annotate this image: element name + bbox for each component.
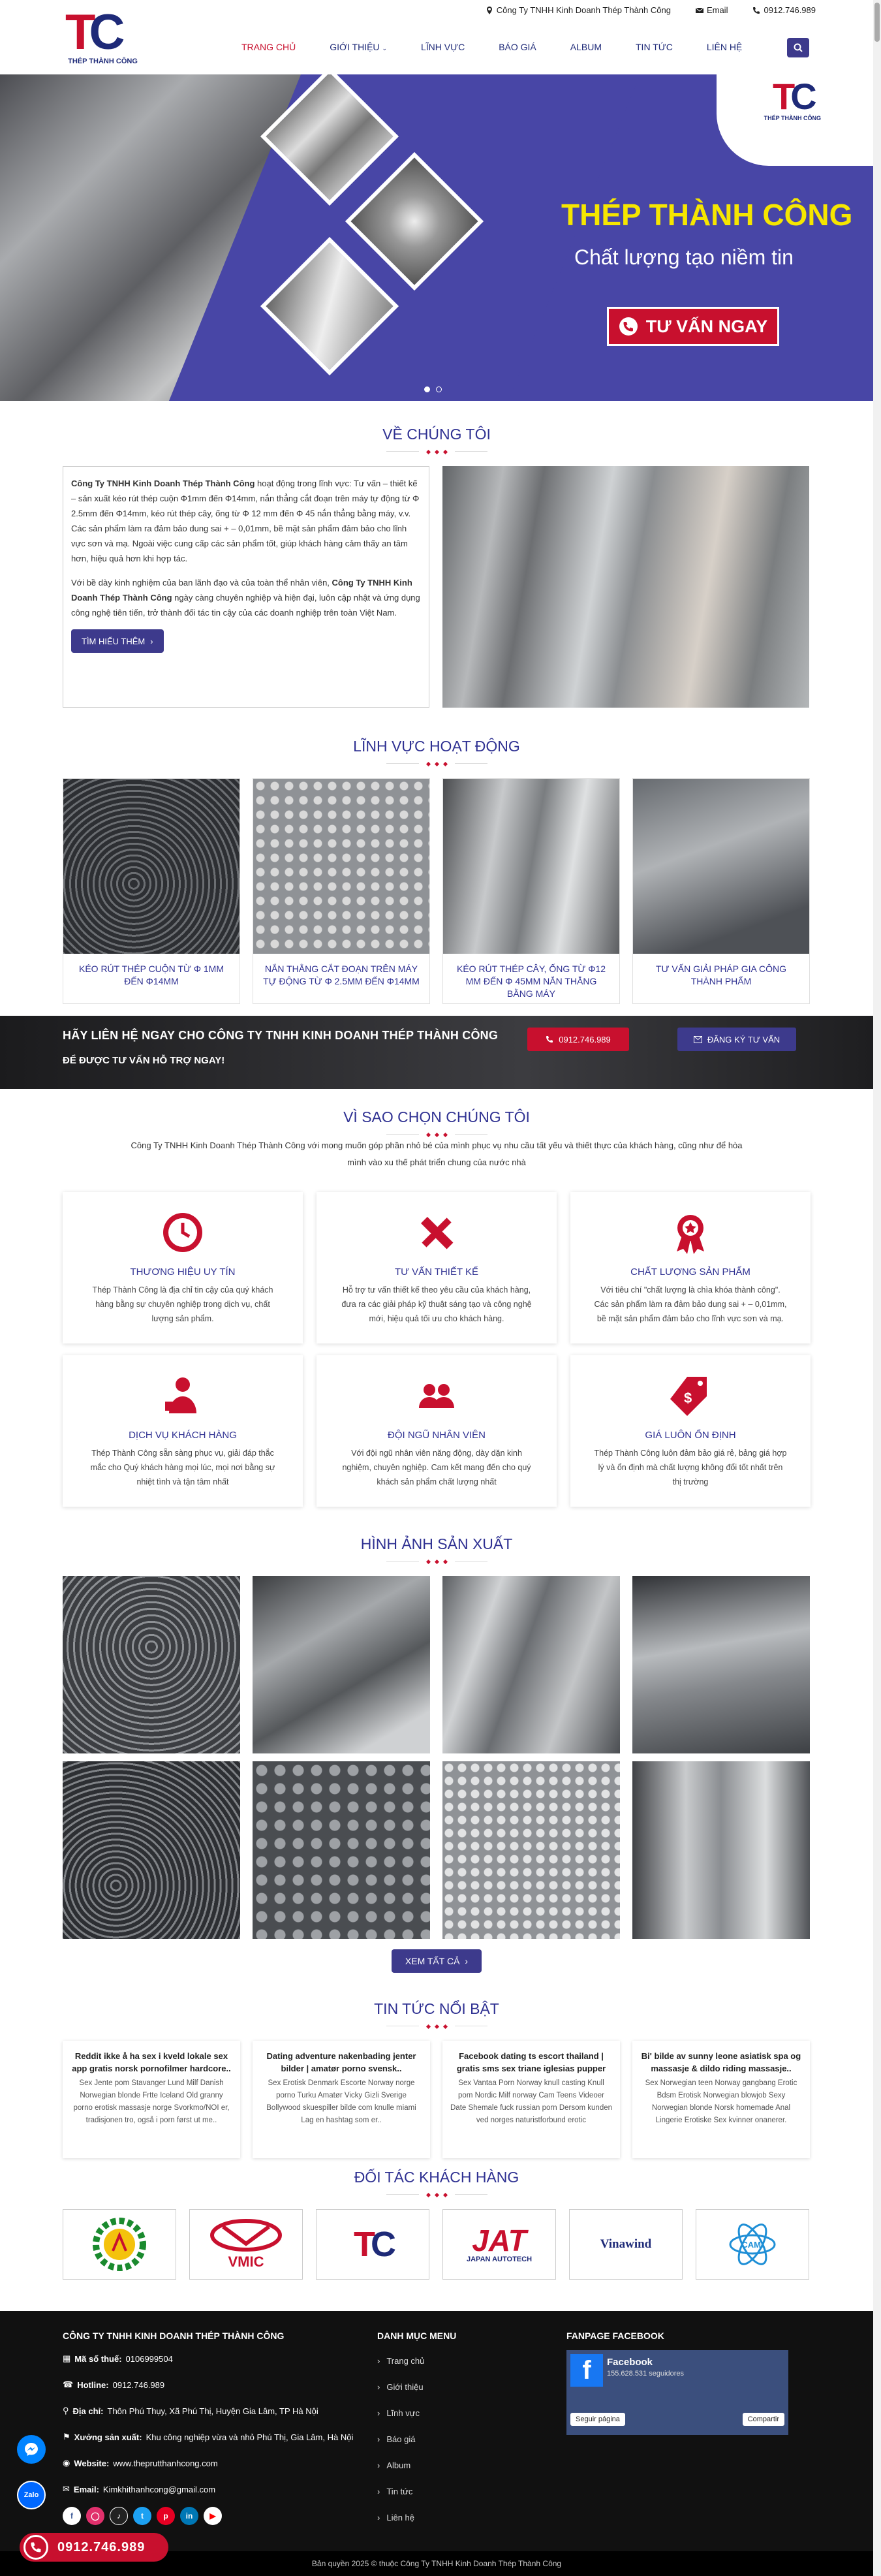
customer-service-icon bbox=[86, 1368, 279, 1423]
jat-sub-text: JAPAN AUTOTECH bbox=[466, 2255, 533, 2263]
footer-website bbox=[63, 2455, 376, 2472]
zalo-label: Zalo bbox=[23, 2491, 39, 2499]
why-card-text: Với tiêu chí "chất lượng là chìa khóa thành công". Các sản phẩm làm ra đảm bảo dung sai + – 0,01mm, bề mặt sản phẩm đảm bảo cho lĩnh vực sơn và mạ. bbox=[594, 1285, 787, 1323]
scrollbar-thumb[interactable] bbox=[874, 3, 880, 42]
footer-menu bbox=[377, 2331, 456, 2530]
floating-hotline-number: 0912.746.989 bbox=[57, 2539, 146, 2554]
facebook-icon[interactable]: f bbox=[63, 2507, 81, 2525]
top-company-text: Công Ty TNHH Kinh Doanh Thép Thành Công bbox=[496, 5, 671, 15]
field-card[interactable] bbox=[253, 778, 430, 1004]
footer-menu-label: Liên hệ bbox=[386, 2512, 414, 2522]
cami-emblem-icon bbox=[726, 2218, 779, 2270]
news-card[interactable] bbox=[253, 2041, 430, 2158]
footer-menu-label: Lĩnh vực bbox=[386, 2408, 420, 2418]
about-paragraph-2 bbox=[71, 575, 421, 620]
logo-letter-t: T bbox=[65, 5, 89, 60]
fields-title: LĨNH VỰC HOẠT ĐỘNG bbox=[353, 738, 520, 755]
view-all-label: XEM TẤT CẢ bbox=[405, 1956, 460, 1966]
news-card-excerpt: Sex Norwegian teen Norway gangbang Erotic Bdsm Erotisk Norwegian blowjob Sexy Norwegian blonde Norsk homemade Anal Lingerie Erotiske Sex kvinner onanerer. bbox=[645, 2079, 797, 2124]
about-p2-text-b: ngày càng chuyên nghiệp và hiện đại, luôn cập nhật và ứng dụng công nghệ tiên tiến, trở thành đối tác tin cậy của các doanh nghiệp trên toàn Việt Nam. bbox=[71, 593, 420, 618]
slider-dot-active[interactable] bbox=[424, 386, 430, 392]
phone-icon: ☎ bbox=[63, 2380, 74, 2389]
field-image-wire-coil bbox=[63, 779, 240, 954]
envelope-icon bbox=[696, 7, 703, 14]
why-card-title: TƯ VẤN THIẾT KẾ bbox=[394, 1266, 479, 1278]
news-card-title[interactable]: Bi' bilde av sunny leone asiatisk spa og massasje & dildo riding massasje.. bbox=[641, 2051, 801, 2073]
footer-menu-label: Tin tức bbox=[386, 2486, 413, 2496]
chevron-right-icon: › bbox=[377, 2460, 380, 2470]
why-card-title: CHẤT LƯỢNG SẢN PHẨM bbox=[630, 1266, 750, 1278]
footer-menu-label: Báo giá bbox=[386, 2434, 416, 2444]
nav-pricing[interactable]: BÁO GIÁ bbox=[499, 42, 536, 52]
messenger-icon bbox=[23, 2442, 39, 2457]
footer-fanpage bbox=[566, 2331, 788, 2435]
chevron-right-icon: › bbox=[377, 2408, 380, 2418]
jat-logo bbox=[467, 2225, 532, 2263]
footer-menu-label: Trang chủ bbox=[386, 2355, 425, 2366]
top-email-label[interactable]: Email bbox=[706, 5, 728, 15]
footer-tax-value: 0106999504 bbox=[125, 2353, 173, 2364]
footer bbox=[0, 2311, 873, 2551]
hero-consult-button[interactable] bbox=[607, 307, 779, 346]
footer-menu-title: DANH MỤC MENU bbox=[377, 2331, 457, 2341]
footer-menu-item[interactable] bbox=[377, 2374, 456, 2400]
title-divider bbox=[0, 2188, 873, 2199]
news-card-excerpt: Sex Vantaa Porn Norway knull casting Knull pom Nordic Milf norway Cam Teens Videoer Date Shemale fuck russian porn Dersom kunden ved norges naturistforbund erotic bbox=[450, 2079, 612, 2124]
hero-logo bbox=[764, 78, 821, 121]
price-tag-icon bbox=[594, 1368, 787, 1423]
footer-menu-item[interactable] bbox=[377, 2452, 456, 2478]
gallery-image[interactable] bbox=[253, 1761, 430, 1939]
fb-follow-button[interactable]: Seguir página bbox=[570, 2413, 625, 2426]
hero-slider bbox=[0, 74, 873, 401]
top-info bbox=[486, 5, 816, 15]
gallery-image[interactable] bbox=[253, 1576, 430, 1753]
floating-hotline-button[interactable] bbox=[20, 2533, 168, 2562]
gallery-title: HÌNH ẢNH SẢN XUẤT bbox=[360, 1535, 513, 1552]
team-users-icon bbox=[340, 1368, 533, 1423]
footer-menu-item[interactable] bbox=[377, 2478, 456, 2504]
youtube-icon[interactable]: ▶ bbox=[204, 2507, 222, 2525]
globe-icon: ◉ bbox=[63, 2458, 70, 2468]
footer-hotline-label: Hotline: bbox=[77, 2380, 109, 2390]
news-card[interactable] bbox=[632, 2041, 810, 2158]
learn-more-label: TÌM HIỂU THÊM bbox=[82, 636, 146, 646]
about-company-bold: Công Ty TNHH Kinh Doanh Thép Thành Công bbox=[71, 479, 255, 488]
cta-register-button[interactable] bbox=[677, 1028, 796, 1051]
news-card[interactable] bbox=[63, 2041, 240, 2158]
id-card-icon: ▦ bbox=[63, 2353, 71, 2363]
footer-address-label: Địa chỉ: bbox=[72, 2406, 104, 2416]
vmic-emblem-icon bbox=[210, 2219, 282, 2252]
news-card-title[interactable]: Facebook dating ts escort thailand | gratis sms sex triane iglesias pupper bbox=[456, 2051, 606, 2073]
main-nav bbox=[241, 42, 776, 52]
pinterest-icon[interactable]: p bbox=[157, 2507, 175, 2525]
gallery-image[interactable] bbox=[442, 1576, 620, 1753]
facebook-page-widget[interactable] bbox=[566, 2350, 788, 2435]
field-image-steel-rods bbox=[443, 779, 619, 954]
gallery-image[interactable] bbox=[63, 1761, 240, 1939]
why-card-title: ĐỘI NGŨ NHÂN VIÊN bbox=[387, 1430, 486, 1441]
partner-tc-letter-c: C bbox=[371, 2225, 392, 2264]
cta-register-label: ĐĂNG KÝ TƯ VẤN bbox=[707, 1034, 781, 1045]
footer-tax-label: Mã số thuế: bbox=[74, 2353, 122, 2364]
svg-text:$: $ bbox=[684, 1390, 692, 1406]
twitter-icon[interactable]: t bbox=[133, 2507, 151, 2525]
copyright: Bản quyền 2025 © thuộc Công Ty TNHH Kinh Doanh Thép Thành Công bbox=[0, 2551, 873, 2576]
news-title: TIN TỨC NỔI BẬT bbox=[374, 2000, 499, 2017]
field-caption: TƯ VẤN GIẢI PHÁP GIA CÔNG THÀNH PHẨM bbox=[656, 964, 786, 986]
hero-consult-label: TƯ VẤN NGAY bbox=[645, 316, 768, 336]
why-card bbox=[317, 1355, 557, 1507]
why-card-title: DỊCH VỤ KHÁCH HÀNG bbox=[129, 1430, 237, 1441]
location-pin-icon: ⚲ bbox=[63, 2406, 69, 2415]
phone-icon bbox=[619, 317, 638, 336]
logo-subtitle: THÉP THÀNH CÔNG bbox=[68, 57, 138, 65]
fb-share-button[interactable]: Compartir bbox=[743, 2413, 784, 2426]
zalo-button[interactable] bbox=[17, 2481, 46, 2509]
footer-tax bbox=[63, 2350, 376, 2367]
chevron-right-icon: › bbox=[377, 2434, 380, 2444]
nav-fields[interactable]: LĨNH VỰC bbox=[420, 42, 465, 52]
gallery-image[interactable] bbox=[63, 1576, 240, 1753]
linkedin-icon[interactable]: in bbox=[180, 2507, 198, 2525]
partner-logo-vinawind[interactable] bbox=[569, 2209, 683, 2280]
nav-home[interactable]: TRANG CHỦ bbox=[241, 42, 296, 52]
partner-tc-letter-t: T bbox=[354, 2225, 371, 2264]
field-caption: KÉO RÚT THÉP CÂY, ỐNG TỪ Φ12 MM ĐẾN Φ 45MM NẮN THẲNG BẰNG MÁY bbox=[456, 964, 606, 999]
title-divider bbox=[0, 1555, 873, 1565]
why-card-text: Thép Thành Công luôn đảm bảo giá rẻ, bảng giá hợp lý và ổn định mà chất lượng không đổi tốt nhất trên thị trường bbox=[594, 1449, 787, 1486]
field-caption: NẮN THẲNG CẮT ĐOẠN TRÊN MÁY TỰ ĐỘNG TỪ Φ 2.5MM ĐẾN Φ14MM bbox=[263, 964, 420, 986]
about-paragraph-1 bbox=[71, 476, 421, 566]
chevron-right-icon: › bbox=[377, 2512, 380, 2522]
slider-dots bbox=[424, 386, 442, 392]
news-card-excerpt: Sex Jente pom Stavanger Lund Milf Danish Norwegian blonde Frtte Iceland Old granny porno erotisk massasje norge Svorkmo/NOI er, tradisjonen tro, også i porn først ut me.. bbox=[73, 2079, 230, 2124]
messenger-button[interactable] bbox=[17, 2435, 46, 2464]
envelope-icon: ✉ bbox=[63, 2484, 70, 2494]
nav-about[interactable] bbox=[330, 42, 387, 52]
partner-logo-cami[interactable] bbox=[696, 2209, 809, 2280]
cta-phone-button[interactable] bbox=[527, 1028, 629, 1051]
why-card bbox=[63, 1355, 303, 1507]
footer-menu-item[interactable] bbox=[377, 2504, 456, 2530]
field-caption: KÉO RÚT THÉP CUỘN TỪ Φ 1MM ĐẾN Φ14MM bbox=[78, 964, 224, 986]
award-ribbon-icon bbox=[594, 1205, 787, 1260]
top-company bbox=[486, 5, 671, 15]
chevron-right-icon: › bbox=[377, 2355, 380, 2366]
vinawind-text: Vinawind bbox=[600, 2237, 652, 2251]
search-button[interactable] bbox=[787, 38, 809, 57]
partner-logo-gear[interactable] bbox=[63, 2209, 176, 2280]
envelope-icon bbox=[694, 1036, 702, 1043]
news-card-title[interactable]: Dating adventure nakenbading jenter bilder | amatør porno svensk.. bbox=[266, 2051, 416, 2073]
slider-dot[interactable] bbox=[436, 386, 442, 392]
about-company-bold-2: Công Ty TNHH Kinh Doanh Thép Thành Công bbox=[71, 578, 412, 603]
contact-banner bbox=[0, 1016, 873, 1089]
hero-logo-letter-t: T bbox=[772, 76, 791, 117]
footer-email bbox=[63, 2481, 376, 2498]
footer-website-value[interactable]: www.theprutthanhcong.com bbox=[113, 2458, 218, 2468]
hero-title: THÉP THÀNH CÔNG bbox=[561, 198, 853, 232]
footer-workshop bbox=[63, 2428, 376, 2445]
footer-menu-item[interactable] bbox=[377, 2400, 456, 2426]
news-card-title[interactable]: Reddit ikke å ha sex i kveld lokale sex app gratis norsk pornofilmer hardcore.. bbox=[72, 2051, 231, 2073]
about-image-steel-bars bbox=[442, 466, 809, 708]
news-card[interactable] bbox=[442, 2041, 620, 2158]
chevron-right-icon: › bbox=[377, 2381, 380, 2392]
gear-logo-icon bbox=[84, 2215, 155, 2274]
phone-icon bbox=[23, 2535, 48, 2560]
hero-logo-letter-c: C bbox=[790, 76, 812, 117]
partner-logo-tc[interactable] bbox=[316, 2209, 429, 2280]
field-image-wire-machine bbox=[633, 779, 809, 954]
jat-text: JAT bbox=[472, 2223, 527, 2257]
social-icons bbox=[63, 2507, 376, 2525]
footer-address-value: Thôn Phú Thụy, Xã Phú Thị, Huyện Gia Lâm, TP Hà Nội bbox=[107, 2406, 318, 2416]
nav-about-label: GIỚI THIỆU bbox=[330, 42, 380, 52]
fb-page-name[interactable]: Facebook bbox=[607, 2357, 653, 2368]
hero-logo-subtitle: THÉP THÀNH CÔNG bbox=[764, 115, 821, 121]
tc-emblem bbox=[354, 2227, 392, 2262]
footer-company-title: CÔNG TY TNHH KINH DOANH THÉP THÀNH CÔNG bbox=[63, 2331, 285, 2341]
cta-phone-label: 0912.746.989 bbox=[559, 1034, 611, 1045]
footer-address bbox=[63, 2402, 376, 2419]
phone-icon bbox=[546, 1035, 553, 1043]
footer-company-info bbox=[63, 2331, 376, 2525]
cami-text: CAMI bbox=[741, 2240, 764, 2250]
search-icon bbox=[794, 43, 803, 52]
why-card bbox=[570, 1355, 811, 1507]
why-intro: Công Ty TNHH Kinh Doanh Thép Thành Công với mong muốn góp phần nhỏ bé của mình phục vụ nhu cầu tất yếu và thiết thực của khách hàng, cũng như để hòa mình vào xu thế phát triển chung của nước nhà bbox=[131, 1140, 743, 1167]
top-phone-text[interactable]: 0912.746.989 bbox=[764, 5, 816, 15]
top-email[interactable] bbox=[696, 5, 728, 15]
footer-hotline bbox=[63, 2376, 376, 2393]
view-all-button[interactable] bbox=[392, 1949, 482, 1973]
about-text-box bbox=[63, 466, 429, 708]
partners-title: ĐỐI TÁC KHÁCH HÀNG bbox=[354, 2169, 519, 2186]
vmic-text: VMIC bbox=[228, 2253, 264, 2270]
chevron-right-icon: › bbox=[150, 636, 153, 646]
why-card-text: Hỗ trợ tư vấn thiết kế theo yêu cầu của khách hàng, đưa ra các giải pháp kỹ thuật sáng tạo và công nghệ mới, hiệu quả tối ưu cho khách hàng. bbox=[341, 1285, 532, 1323]
gallery-image[interactable] bbox=[632, 1761, 810, 1939]
why-title: VÌ SAO CHỌN CHÚNG TÔI bbox=[343, 1108, 530, 1125]
clock-icon bbox=[86, 1205, 279, 1260]
title-divider bbox=[0, 2020, 873, 2030]
footer-fanpage-title: FANPAGE FACEBOOK bbox=[566, 2331, 664, 2341]
location-pin-icon bbox=[486, 7, 493, 14]
top-phone[interactable] bbox=[752, 5, 816, 15]
why-card bbox=[570, 1192, 811, 1343]
nav-album[interactable]: ALBUM bbox=[570, 42, 602, 52]
phone-icon bbox=[752, 7, 760, 14]
why-card-text: Với đội ngũ nhân viên năng động, dày dặn kinh nghiệm, chuyên nghiệp. Cam kết mang đến cho quý khách sản phẩm chất lượng nhất bbox=[342, 1449, 531, 1486]
why-card-title: GIÁ LUÔN ỔN ĐỊNH bbox=[645, 1430, 736, 1441]
footer-email-label: Email: bbox=[73, 2484, 99, 2494]
cta-line-2: ĐỂ ĐƯỢC TƯ VẤN HỖ TRỢ NGAY! bbox=[63, 1055, 225, 1066]
field-card[interactable] bbox=[632, 778, 810, 1004]
instagram-icon[interactable]: ◯ bbox=[86, 2507, 104, 2525]
footer-menu-item[interactable] bbox=[377, 2426, 456, 2452]
footer-email-value[interactable]: Kimkhithanhcong@gmail.com bbox=[102, 2484, 216, 2494]
hero-subtitle: Chất lượng tạo niềm tin bbox=[574, 245, 794, 269]
footer-workshop-value: Khu công nghiệp vừa và nhỏ Phú Thị, Gia Lâm, Hà Nội bbox=[146, 2432, 354, 2442]
facebook-icon: f bbox=[570, 2354, 603, 2387]
why-card-title: THƯƠNG HIỆU UY TÍN bbox=[130, 1266, 236, 1278]
ruler-pencil-icon bbox=[340, 1205, 533, 1260]
chevron-right-icon: › bbox=[377, 2486, 380, 2496]
footer-menu-label: Giới thiệu bbox=[386, 2381, 424, 2392]
footer-website-label: Website: bbox=[74, 2458, 110, 2468]
footer-menu-item[interactable] bbox=[377, 2348, 456, 2374]
about-title: VỀ CHÚNG TÔI bbox=[382, 426, 491, 443]
title-divider bbox=[0, 757, 873, 768]
vmic-logo bbox=[210, 2219, 282, 2270]
site-logo[interactable] bbox=[65, 5, 140, 70]
footer-workshop-label: Xưởng sản xuất: bbox=[74, 2432, 142, 2442]
factory-icon: ⚑ bbox=[63, 2432, 70, 2442]
nav-contact[interactable]: LIÊN HỆ bbox=[706, 42, 743, 52]
about-p1-text: hoạt động trong lĩnh vực: Tư vấn – thiết kế – sản xuất kéo rút thép cuộn Φ1mm đến Φ14mm, nắn thẳng cắt đoạn trên máy tự động từ Φ 2.5mm đến Φ14mm, kéo rút thép cây, ống từ Φ 12 mm đến Φ 45 nắn thẳng bằng máy, v.v. Các sản phẩm làm ra đảm bảo dung sai + – 0,01mm, bề mặt sản phẩm đảm bảo cho lĩnh vực sơn và mạ. Ngoài việc cung cấp các sản phẩm tốt, giúp khách hàng cảm thấy an tâm hơn, hiệu quả hơn khi hợp tác. bbox=[71, 479, 420, 563]
footer-menu-label: Album bbox=[386, 2460, 411, 2470]
learn-more-button[interactable] bbox=[71, 629, 164, 653]
logo-letter-c: C bbox=[89, 5, 119, 60]
chevron-down-icon: ⌄ bbox=[382, 45, 387, 52]
cta-line-1: HÃY LIÊN HỆ NGAY CHO CÔNG TY TNHH KINH DOANH THÉP THÀNH CÔNG bbox=[63, 1029, 499, 1042]
title-divider bbox=[0, 445, 873, 456]
partner-logo-jat[interactable] bbox=[442, 2209, 556, 2280]
partner-logo-vmic[interactable] bbox=[189, 2209, 303, 2280]
why-card-text: Thép Thành Công sẵn sàng phục vụ, giải đáp thắc mắc cho Quý khách hàng mọi lúc, mọi nơi bằng sự nhiệt tình và tận tâm nhất bbox=[90, 1449, 275, 1486]
why-card-text: Thép Thành Công là địa chỉ tin cậy của quý khách hàng bằng sự chuyên nghiệp trong dịch vụ, chất lượng sản phẩm. bbox=[92, 1285, 273, 1323]
gallery-image[interactable] bbox=[632, 1576, 810, 1753]
nav-news[interactable]: TIN TỨC bbox=[636, 42, 673, 52]
fb-followers: 155.628.531 seguidores bbox=[607, 2370, 685, 2378]
gallery-image[interactable] bbox=[442, 1761, 620, 1939]
field-card[interactable] bbox=[442, 778, 620, 1004]
field-image-cut-bars bbox=[253, 779, 429, 954]
about-p2-text-a: Với bề dày kinh nghiệm của ban lãnh đạo và của toàn thể nhân viên, bbox=[71, 578, 332, 588]
field-card[interactable] bbox=[63, 778, 240, 1004]
why-card bbox=[63, 1192, 303, 1343]
chevron-right-icon: › bbox=[465, 1956, 469, 1966]
why-card bbox=[317, 1192, 557, 1343]
news-card-excerpt: Sex Erotisk Denmark Escorte Norway norge porno Turku Amatør Vicky Gizli Sverige Bollywood skuespiller bilde com knulle miami Lag en hashtag som er.. bbox=[266, 2079, 416, 2124]
footer-hotline-value[interactable]: 0912.746.989 bbox=[112, 2380, 165, 2390]
tiktok-icon[interactable]: ♪ bbox=[110, 2507, 128, 2525]
page-scrollbar[interactable] bbox=[873, 0, 881, 2576]
